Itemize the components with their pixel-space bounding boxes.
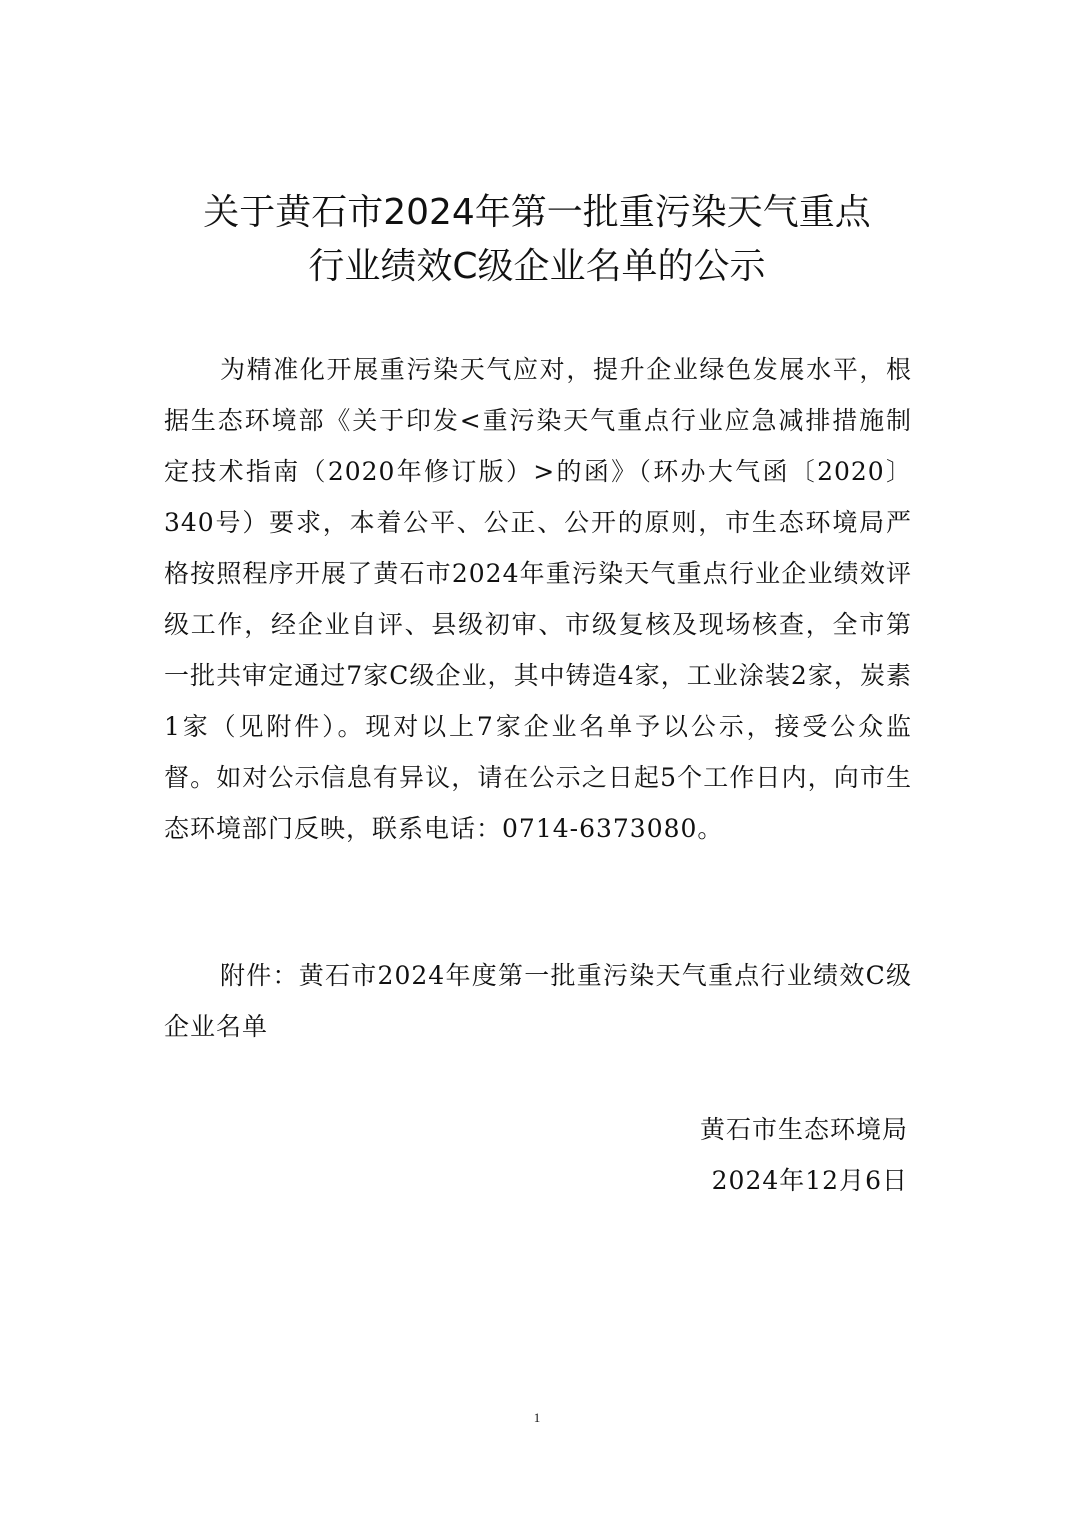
title-line-1: 关于黄石市2024年第一批重污染天气重点 (203, 192, 871, 233)
document-title (120, 186, 954, 294)
signature-organization: 黄石市生态环境局 (699, 1115, 908, 1144)
title-line-2: 行业绩效C级企业名单的公示 (308, 246, 766, 287)
signature-date: 2024年12月6日 (711, 1166, 908, 1195)
main-paragraph: 为精准化开展重污染天气应对，提升企业绿色发展水平，根据生态环境部《关于印发<重污染天气重点行业应急减排措施制定技术指南（2020年修订版）>的函》（环办大气函〔2020〕340号）要求，本着公平、公正、公开的原则，市生态环境局严格按照程序开展了黄石市2024年重污染天气重点行业企业绩效评级工作，经企业自评、县级初审、市级复核及现场核查，全市第一批共审定通过7家C级企业，其中铸造4家，工业涂装2家，炭素1家（见附件）。现对以上7家企业名单予以公示，接受公众监督。如对公示信息有异议，请在公示之日起5个工作日内，向市生态环境部门反映，联系电话：0714-6373080。 (164, 355, 912, 843)
attachment-paragraph: 附件：黄石市2024年度第一批重污染天气重点行业绩效C级企业名单 (164, 961, 912, 1041)
page-number: 1 (533, 1410, 541, 1425)
